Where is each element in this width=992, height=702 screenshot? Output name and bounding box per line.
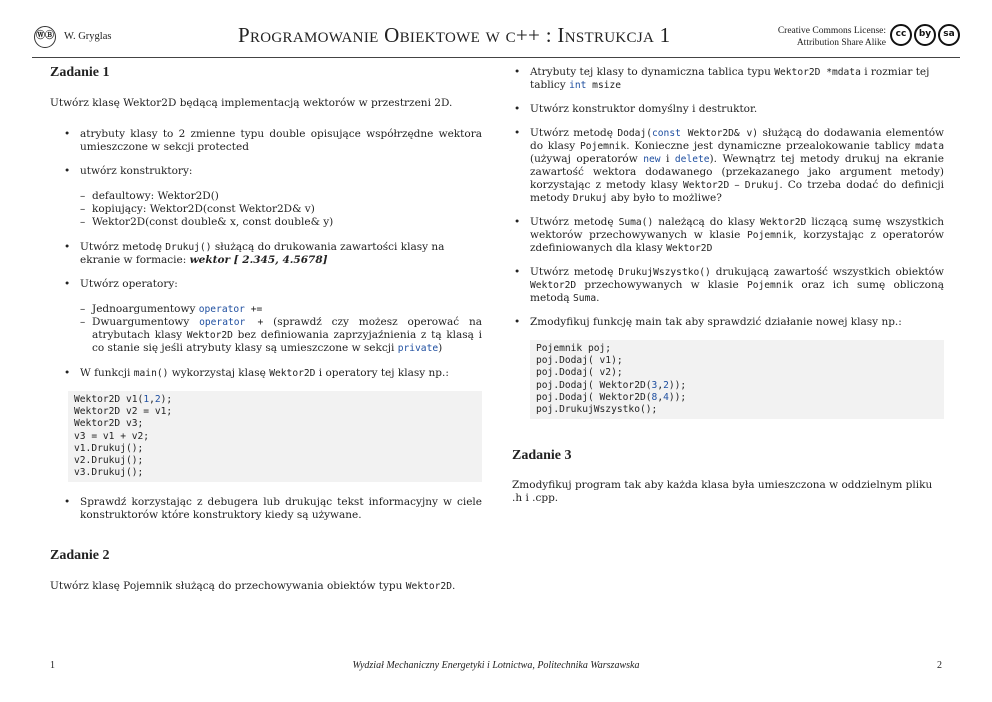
right-column xyxy=(512,66,944,505)
author-name: W. Gryglas xyxy=(64,31,112,42)
code-block-main: Wektor2D v1(1,2); Wektor2D v2 = v1; Wektor2D v3; v3 = v1 + v2; v1.Drukuj(); v2.Drukuj(); v3.Drukuj(); xyxy=(68,391,482,482)
attribution-icon: by xyxy=(914,24,936,46)
zadanie-1-list xyxy=(50,128,482,380)
list-item: • Utwórz metodę DrukujWszystko() drukującą zawartość wszystkich obiektów Wektor2D przechowywanych w klasie Pojemnik oraz ich sumę obliczoną metodą Suma. xyxy=(500,266,944,305)
cc-badges xyxy=(890,24,960,46)
list-item: • utwórz konstruktory: – defaultowy: Wektor2D() – kopiujący: Wektor2D(const Wektor2D& v) – Wektor2D(const double& x, const double& y) xyxy=(50,165,482,229)
list-item: • Atrybuty tej klasy to dynamiczna tablica typu Wektor2D *mdata i rozmiar tej tablicy int msize xyxy=(500,66,944,92)
footer-text: Wydział Mechaniczny Energetyki i Lotnictwa, Politechnika Warszawska xyxy=(352,660,640,671)
list-item: • Utwórz metodę Suma() należącą do klasy Wektor2D liczącą sumę wszystkich wektorów przechowywanych w klasie Pojemnik, korzystając z operatorów zdefiniowanych dla klasy Wektor2D xyxy=(500,216,944,255)
list-item: • Sprawdź korzystając z debugera lub drukując tekst informacyjny w ciele konstruktorów które konstruktory kiedy są używane. xyxy=(50,496,482,522)
page-number-right: 2 xyxy=(937,660,942,671)
zadanie-1-list-2 xyxy=(50,496,482,522)
list-item: • Zmodyfikuj funkcję main tak aby sprawdzić działanie nowej klasy np.: xyxy=(500,316,944,329)
zadanie-3-heading: Zadanie 3 xyxy=(512,448,572,464)
list-item: • atrybuty klasy to 2 zmienne typu double opisujące współrzędne wektora umieszczone w sekcji protected xyxy=(50,128,482,154)
document-title: Programowanie Obiektowe w c++ : Instrukcja 1 xyxy=(238,23,671,47)
list-item: – Wektor2D(const double& x, const double& y) xyxy=(50,216,482,229)
list-item: – kopiujący: Wektor2D(const Wektor2D& v) xyxy=(50,203,482,216)
code-block-pojemnik: Pojemnik poj; poj.Dodaj( v1); poj.Dodaj( v2); poj.Dodaj( Wektor2D(3,2)); poj.Dodaj( Wektor2D(8,4)); poj.DrukujWszystko(); xyxy=(530,340,944,419)
zadanie-2-intro: Utwórz klasę Pojemnik służącą do przechowywania obiektów typu Wektor2D. xyxy=(50,580,456,593)
list-item: • Utwórz metodę Drukuj() służącą do drukowania zawartości klasy na ekranie w formacie: wektor [ 2.345, 4.5678] xyxy=(50,241,482,267)
list-item: • W funkcji main() wykorzystaj klasę Wektor2D i operatory tej klasy np.: xyxy=(50,367,482,380)
share-alike-icon: sa xyxy=(938,24,960,46)
zadanie-2-heading: Zadanie 2 xyxy=(50,548,110,564)
university-logo-icon: ⓌⒷ xyxy=(34,26,56,48)
constructor-list xyxy=(50,190,482,229)
zadanie-2-list xyxy=(500,66,944,329)
list-item: • Utwórz operatory: – Jednoargumentowy operator += – Dwuargumentowy operator + (sprawdź czy możesz operować na atrybutach klasy Wektor2D bez definiowania zaprzyjaźnienia z tą klasą i co stanie się jeśli atrybuty klasy są umieszczone w sekcji private) xyxy=(50,278,482,355)
list-item: – Jednoargumentowy operator += xyxy=(50,303,482,316)
page-number-left: 1 xyxy=(50,660,55,671)
operator-list xyxy=(50,303,482,355)
zadanie-1-intro: Utwórz klasę Wektor2D będącą implementacją wektorów w przestrzeni 2D. xyxy=(50,97,453,109)
cc-icon: cc xyxy=(890,24,912,46)
left-column xyxy=(50,66,482,593)
list-item: • Utwórz konstruktor domyślny i destruktor. xyxy=(500,103,944,116)
header-divider xyxy=(32,57,960,58)
zadanie-3-text: Zmodyfikuj program tak aby każda klasa była umieszczona w oddzielnym pliku .h i .cpp. xyxy=(512,479,933,505)
license-text: Creative Commons License: Attribution Share Alike xyxy=(777,26,886,48)
list-item: – Dwuargumentowy operator + (sprawdź czy możesz operować na atrybutach klasy Wektor2D bez definiowania zaprzyjaźnienia z tą klasą i co stanie się jeśli atrybuty klasy są umieszczone w sekcji private) xyxy=(50,316,482,355)
zadanie-1-heading: Zadanie 1 xyxy=(50,65,110,80)
list-item: – defaultowy: Wektor2D() xyxy=(50,190,482,203)
page-header xyxy=(32,22,960,58)
list-item: • Utwórz metodę Dodaj(const Wektor2D& v) służącą do dodawania elementów do klasy Pojemnik. Konieczne jest dynamiczne przealokowanie tablicy mdata (używaj operatorów new i delete). Wewnątrz tej metody drukuj na ekranie zawartość wektora dodawanego (przekazanego jako argument metody) korzystając z metody klasy Wektor2D – Drukuj. Co trzeba dodać do definicji metody Drukuj aby było to możliwe? xyxy=(500,127,944,205)
